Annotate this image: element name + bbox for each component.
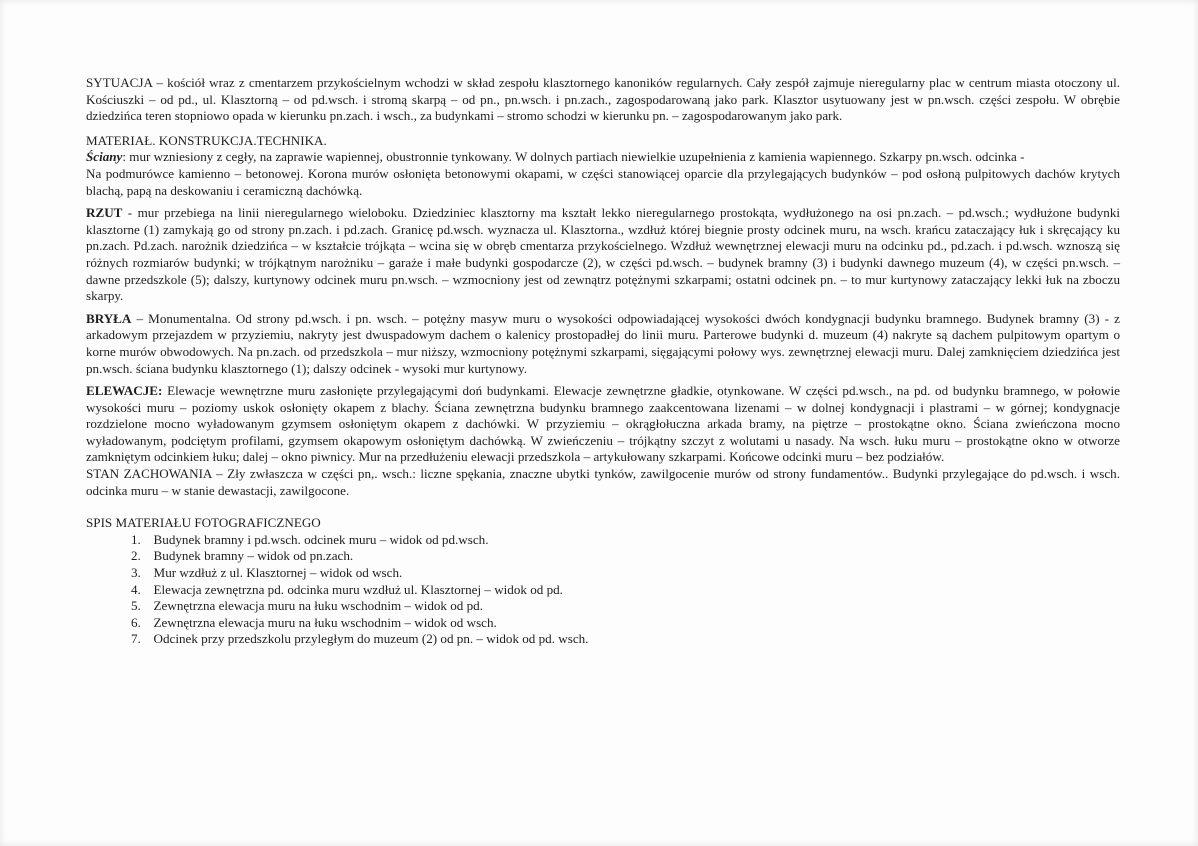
photo-list-item [131,631,1120,648]
sciany-label: Ściany [86,149,123,165]
photo-item-number: 5. [131,598,141,614]
rzut-label: RZUT [86,205,123,221]
photo-list [86,532,1120,648]
stan-zachowania-paragraph: STAN ZACHOWANIA – Zły zwłaszcza w części pn,. wsch.: liczne spękania, znaczne ubytki tynków, zawilgocenie murów od strony fundamentów.. Budynki przylegające do pd.wsch. i wsch. odcinka muru – w stanie dewastacji, zawilgocone. [86,466,1120,498]
photo-list-item [131,598,1120,615]
photo-item-number: 1. [131,531,141,547]
photo-item-text: Budynek bramny – widok od pn.zach. [153,548,354,564]
photo-item-number: 4. [131,581,141,597]
photo-item-number: 2. [131,548,141,564]
photo-item-text: Zewnętrzna elewacja muru na łuku wschodnim – widok od pd. [153,598,483,614]
photo-item-number: 3. [131,565,141,581]
photo-item-text: Zewnętrzna elewacja muru na łuku wschodnim – widok od wsch. [153,614,497,630]
photo-list-item [131,615,1120,632]
photo-item-text: Mur wzdłuż z ul. Klasztornej – widok od wsch. [153,565,403,581]
photo-item-text: Budynek bramny i pd.wsch. odcinek muru – widok od pd.wsch. [153,531,489,547]
document-body [86,75,1120,648]
photo-list-item [131,532,1120,549]
photo-list-item [131,582,1120,599]
photo-item-number: 7. [131,631,141,647]
photo-list-heading: SPIS MATERIAŁU FOTOGRAFICZNEGO [86,515,321,531]
bryla-text: – Monumentalna. Od strony pd.wsch. i pn. wsch. – potężny masyw muru o wysokości odpowiadającej wysokości dwóch kondygnacji budynku bramnego. Budynek bramny (3) - z arkadowym przejazdem w przyziemiu, nakryty jest dwuspadowym dachem o kalenicy prostopadłej do linii muru. Parterowe budynki d. muzeum (4) nakryte są dachem pulpitowym opartym o korne murów obwodowych. Na pn.zach. od przedszkola – mur niższy, wzmocniony potężnymi szkarpami, sięgającymi połowy wys. zewnętrznej elewacji muru. Dalej zamknięciem dziedzińca jest pn.wsch. ściana budynku klasztornego (1); dalszy odcinek - wysoki mur kurtynowy. [86,310,1120,376]
photo-item-text: Elewacja zewnętrzna pd. odcinka muru wzdłuż ul. Klasztornej – widok od pd. [153,581,563,597]
rzut-text: - mur przebiega na linii nieregularnego wieloboku. Dziedziniec klasztorny ma kształt lekko nieregularnego prostokąta, wydłużonego na osi pn.zach. – pd.wsch.; wydłużone budynki klasztorne (1) zamykają go od strony pn.zach. i pd.zach. Granicę pd.wsch. wyznacza ul. Klasztorna., wzdłuż której biegnie prosty odcinek muru, na wsch. krańcu zataczający łuk i skręcający ku pn.zach. Pd.zach. narożnik dziedzińca – w kształcie trójkąta – wcina się w obręb cmentarza przykościelnego. Wzdłuż wewnętrznej elewacji muru na odcinku pd., pd.zach. i pd.wsch. wznoszą się różnych rozmiarów budynki; w trójkątnym narożniku – garaże i małe budynki gospodarcze (2), w części pd.wsch. – budynek bramny (3) i budynki dawnego muzeum (4), w części pn.wsch. – dawne przedszkole (5); dalszy, kurtynowy odcinek muru pn.wsch. – wzmocniony jest od zewnątrz potężnymi szkarpami; ostatni odcinek pn. – to mur kurtynowy zataczający lekki łuk na zboczu skarpy. [86,205,1120,304]
sytuacja-paragraph: SYTUACJA – kościół wraz z cmentarzem przykościelnym wchodzi w skład zespołu klasztornego kanoników regularnych. Cały zespół zajmuje nieregularny plac w centrum miasta otoczony ul. Kościuszki – od pd., ul. Klasztorną – od pd.wsch. i stromą skarpą – od pn., pn.wsch. i pn.zach., zagospodarowaną jako park. Klasztor usytuowany jest w pn.wsch. części zespołu. W obrębie dziedzińca teren stopniowo opada w kierunku pn.zach. i wsch., za budynkami – stromo schodzi w kierunku pn. – zagospodarowanym jako park. [86,75,1120,124]
bryla-label: BRYŁA [86,310,132,326]
photo-list-item [131,565,1120,582]
rzut-paragraph [86,205,1120,305]
bryla-paragraph [86,311,1120,377]
sciany-paragraph [86,149,1120,166]
sciany-text: : mur wzniesiony z cegły, na zaprawie wapiennej, obustronnie tynkowany. W dolnych partiach niewielkie uzupełnienia z kamienia wapiennego. Szkarpy pn.wsch. odcinka - [122,149,1025,165]
photo-item-number: 6. [131,614,141,630]
photo-item-text: Odcinek przy przedszkolu przyległym do muzeum (2) od pn. – widok od pd. wsch. [153,631,589,647]
podmurowka-paragraph: Na podmurówce kamienno – betonowej. Korona murów osłonięta betonowymi okapami, w części stanowiącej oparcie dla przylegających budynków – pod osłoną pulpitowych dachów krytych blachą, papą na deskowaniu i ceramiczną dachówką. [86,165,1120,198]
material-heading: MATERIAŁ. KONSTRUKCJA.TECHNIKA. [86,132,327,148]
elewacje-label: ELEWACJE: [86,383,163,399]
photo-list-item [131,548,1120,565]
elewacje-paragraph [86,383,1120,466]
elewacje-text: Elewacje wewnętrzne muru zasłonięte przylegającymi doń budynkami. Elewacje zewnętrzne gładkie, otynkowane. W części pd.wsch., na pd. od budynku bramnego, w połowie wysokości muru – poziomy uskok osłonięty okapem z blachy. Ściana zewnętrzna budynku bramnego zaakcentowana lizenami – w dolnej kondygnacji i plastrami – w górnej; kondygnacje rozdzielone mocno wyładowanym gzymsem osłoniętym okapem z dachówki. W przyziemiu – okrągłołuczna arkada bramy, na piętrze – prostokątne okno. Ściana zwieńczona mocno wyładowanym, podciętym profilami, gzymsem okapowym osłoniętym dachówką. W zwieńczeniu – trójkątny szczyt z wolutami u nasady. Na wsch. łuku muru – prostokątne okno w otworze zamkniętym odcinkiem łuku; dalej – okno piwnicy. Mur na przedłużeniu elewacji przedszkola – artykułowany szkarpami. Końcowe odcinki muru – bez podziałów. [86,383,1120,465]
